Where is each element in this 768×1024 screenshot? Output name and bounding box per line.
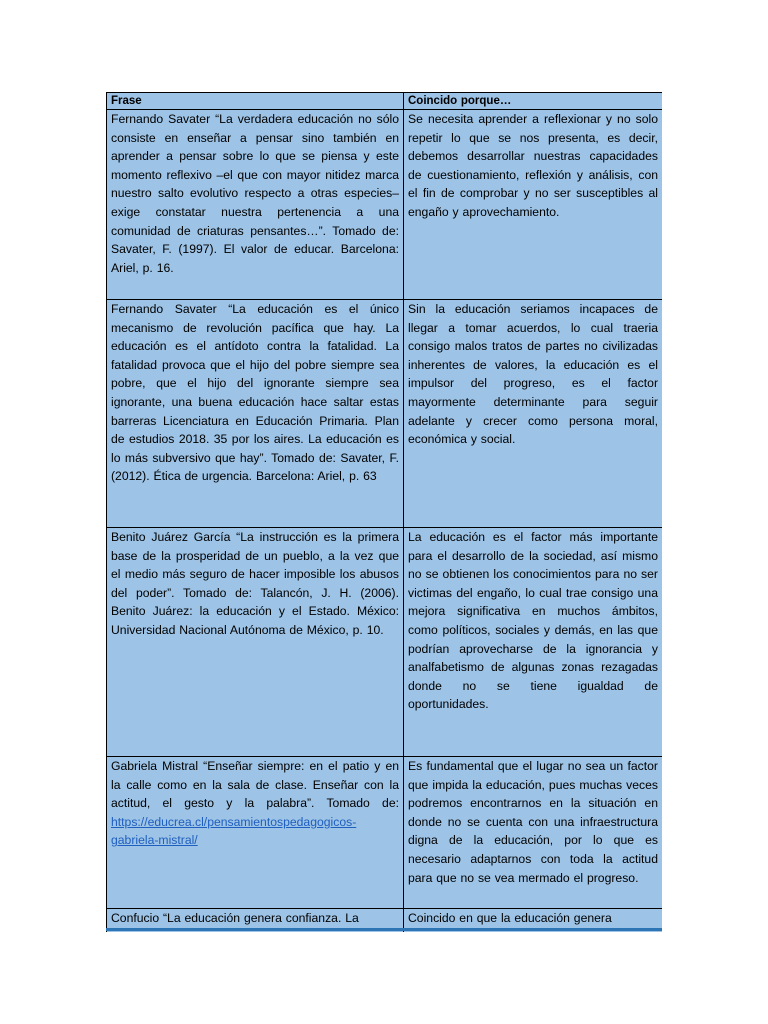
table-header-row bbox=[107, 93, 663, 110]
header-coincido: Coincido porque… bbox=[404, 93, 663, 110]
coincido-cell: Coincido en que la educación genera bbox=[404, 909, 663, 933]
frase-cell bbox=[107, 757, 404, 909]
coincido-cell: La educación es el factor más importante para el desarrollo de la sociedad, así mismo no se obtienen los conocimientos para no ser victimas del engaño, lo cual trae consigo una mejora significativa en muchos ámbitos, como políticos, sociales y demás, en las que podrían aprovecharse de la ignorancia y analfabetismo de algunas zonas rezagadas donde no se tiene igualdad de oportunidades. bbox=[404, 528, 663, 757]
coincido-cell: Se necesita aprender a reflexionar y no solo repetir lo que se nos presenta, es decir, debemos desarrollar nuestras capacidades de cuestionamiento, reflexión y análisis, con el fin de comprobar y no ser susceptibles al engaño y aprovechamiento. bbox=[404, 110, 663, 300]
frase-cell: Confucio “La educación genera confianza. La bbox=[107, 909, 404, 933]
table-viewport bbox=[106, 92, 662, 932]
frase-cell: Fernando Savater “La verdadera educación no sólo consiste en enseñar a pensar sino también en aprender a pensar sobre lo que se piensa y este momento reflexivo –el que con mayor nitidez marca nuestro salto evolutivo respecto a otras especies– exige constatar nuestra pertenencia a una comunidad de criaturas pensantes…”. Tomado de: Savater, F. (1997). El valor de educar. Barcelona: Ariel, p. 16. bbox=[107, 110, 404, 300]
coincido-cell: Es fundamental que el lugar no sea un factor que impida la educación, pues muchas veces podremos encontrarnos en la situación en donde no se cuenta con una infraestructura digna de la educación, por lo que es necesario adaptarnos con toda la actitud para que no se vea mermado el progreso. bbox=[404, 757, 663, 909]
coincido-cell: Sin la educación seriamos incapaces de llegar a tomar acuerdos, lo cual traeria consigo malos tratos de partes no civilizadas inherentes de valores, la educación es el impulsor del progreso, es el factor mayormente determinante para seguir adelante y crecer como persona moral, económica y social. bbox=[404, 300, 663, 528]
table-row bbox=[107, 110, 663, 300]
table-row bbox=[107, 300, 663, 528]
frase-cell: Benito Juárez García “La instrucción es la primera base de la prosperidad de un pueblo, a la vez que el medio más seguro de hacer imposible los abusos del poder”. Tomado de: Talancón, J. H. (2006). Benito Juárez: la educación y el Estado. México: Universidad Nacional Autónoma de México, p. 10. bbox=[107, 528, 404, 757]
frase-cell: Fernando Savater “La educación es el único mecanismo de revolución pacífica que hay. La educación es el antídoto contra la fatalidad. La fatalidad provoca que el hijo del pobre siempre sea pobre, que el hijo del ignorante siempre sea ignorante, una buena educación hace saltar estas barreras Licenciatura en Educación Primaria. Plan de estudios 2018. 35 por los aires. La educación es lo más subversivo que hay”. Tomado de: Savater, F. (2012). Ética de urgencia. Barcelona: Ariel, p. 63 bbox=[107, 300, 404, 528]
source-link[interactable]: https://educrea.cl/pensamientospedagogicos-gabriela-mistral/ bbox=[111, 814, 357, 848]
quotes-table bbox=[106, 92, 662, 932]
frase-text: Gabriela Mistral “Enseñar siempre: en el patio y en la calle como en la sala de clase. Enseñar con la actitud, el gesto y la palabra”. Tomado de: bbox=[111, 759, 399, 811]
table-bottom-edge bbox=[106, 928, 662, 931]
table-row bbox=[107, 528, 663, 757]
table-row bbox=[107, 757, 663, 909]
header-frase: Frase bbox=[107, 93, 404, 110]
